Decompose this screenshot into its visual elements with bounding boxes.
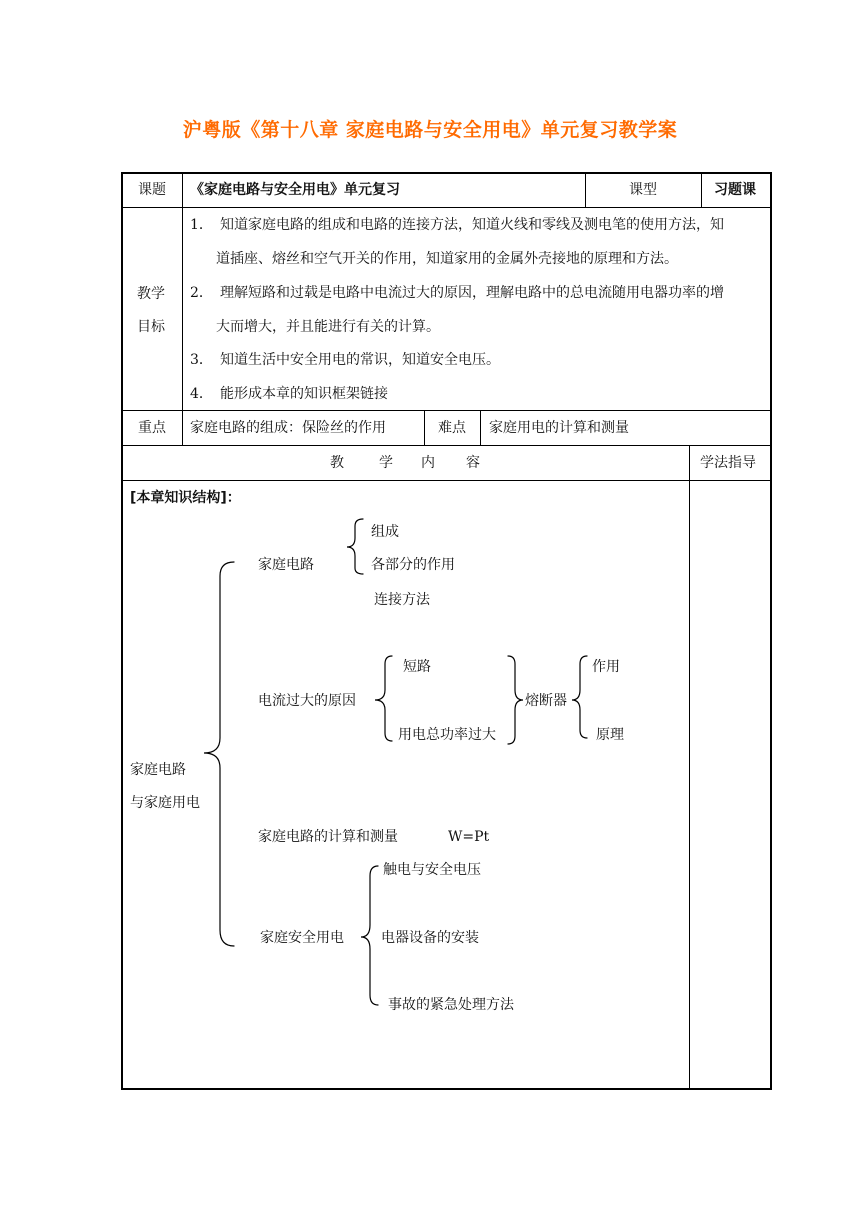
leaf-electric-shock: 触电与安全电压 — [383, 862, 481, 878]
objective-number: 1． — [190, 217, 213, 233]
objective-item-continued: 大而增大，并且能进行有关的计算。 — [216, 319, 440, 335]
causes-brace — [375, 656, 392, 741]
household-circuit-brace — [347, 519, 363, 574]
objectives-label: 教学 — [137, 286, 165, 302]
fuse-brace — [572, 656, 587, 738]
root-brace — [204, 562, 234, 946]
objectives-label: 目标 — [137, 319, 165, 335]
branch-calculation: 家庭电路的计算和测量 — [258, 829, 398, 845]
leaf-fuse-function: 作用 — [592, 659, 620, 675]
content-heading-char: 教 — [330, 455, 344, 471]
objective-number: 3． — [190, 352, 213, 368]
leaf-fuse-principle: 原理 — [596, 727, 624, 743]
leaf-component-function: 各部分的作用 — [371, 557, 455, 573]
objective-text: 能形成本章的知识框架链接 — [220, 386, 388, 402]
difficult-point-label: 难点 — [438, 420, 466, 436]
fuse-node: 熔断器 — [525, 693, 567, 709]
type-label: 课型 — [629, 182, 657, 198]
objective-number: 2． — [190, 285, 213, 301]
objective-number: 4． — [190, 386, 213, 402]
content-heading-char: 容 — [466, 455, 480, 471]
root-topic: 与家庭用电 — [130, 795, 200, 811]
structure-heading: [本章知识结构]： — [130, 490, 241, 506]
leaf-equipment-installation: 电器设备的安装 — [381, 930, 479, 946]
key-point-value: 家庭电路的组成：保险丝的作用 — [190, 420, 386, 436]
objective-text: 知道生活中安全用电的常识，知道安全电压。 — [220, 352, 500, 368]
leaf-overload: 用电总功率过大 — [398, 727, 496, 743]
difficult-point-value: 家庭用电的计算和测量 — [489, 420, 629, 436]
page-title: 沪粤版《第十八章 家庭电路与安全用电》单元复习教学案 — [182, 119, 678, 141]
power-formula: W=Pt — [448, 829, 490, 845]
leaf-connection-method: 连接方法 — [374, 592, 430, 608]
content-heading-char: 内 — [421, 455, 435, 471]
key-point-label: 重点 — [138, 420, 166, 436]
content-heading-char: 学 — [379, 455, 393, 471]
objective-text: 理解短路和过载是电路中电流过大的原因，理解电路中的总电流随用电器功率的增 — [220, 285, 724, 301]
safety-brace — [361, 866, 378, 1005]
leaf-emergency-handling: 事故的紧急处理方法 — [388, 997, 514, 1013]
leaf-short-circuit: 短路 — [403, 659, 431, 675]
lesson-label: 课题 — [138, 182, 166, 198]
objective-text: 知道家庭电路的组成和电路的连接方法，知道火线和零线及测电笔的使用方法，知 — [220, 217, 724, 233]
objective-item-continued: 道插座、熔丝和空气开关的作用，知道家用的金属外壳接地的原理和方法。 — [216, 251, 678, 267]
branch-electrical-safety: 家庭安全用电 — [260, 930, 344, 946]
leaf-composition: 组成 — [371, 524, 399, 540]
root-topic: 家庭电路 — [130, 762, 186, 778]
study-guide-label: 学法指导 — [700, 455, 756, 471]
branch-overcurrent-causes: 电流过大的原因 — [258, 693, 356, 709]
branch-household-circuit: 家庭电路 — [258, 557, 314, 573]
lesson-title: 《家庭电路与安全用电》单元复习 — [190, 182, 400, 198]
fuse-join-brace — [508, 656, 523, 744]
type-value: 习题课 — [714, 182, 756, 198]
